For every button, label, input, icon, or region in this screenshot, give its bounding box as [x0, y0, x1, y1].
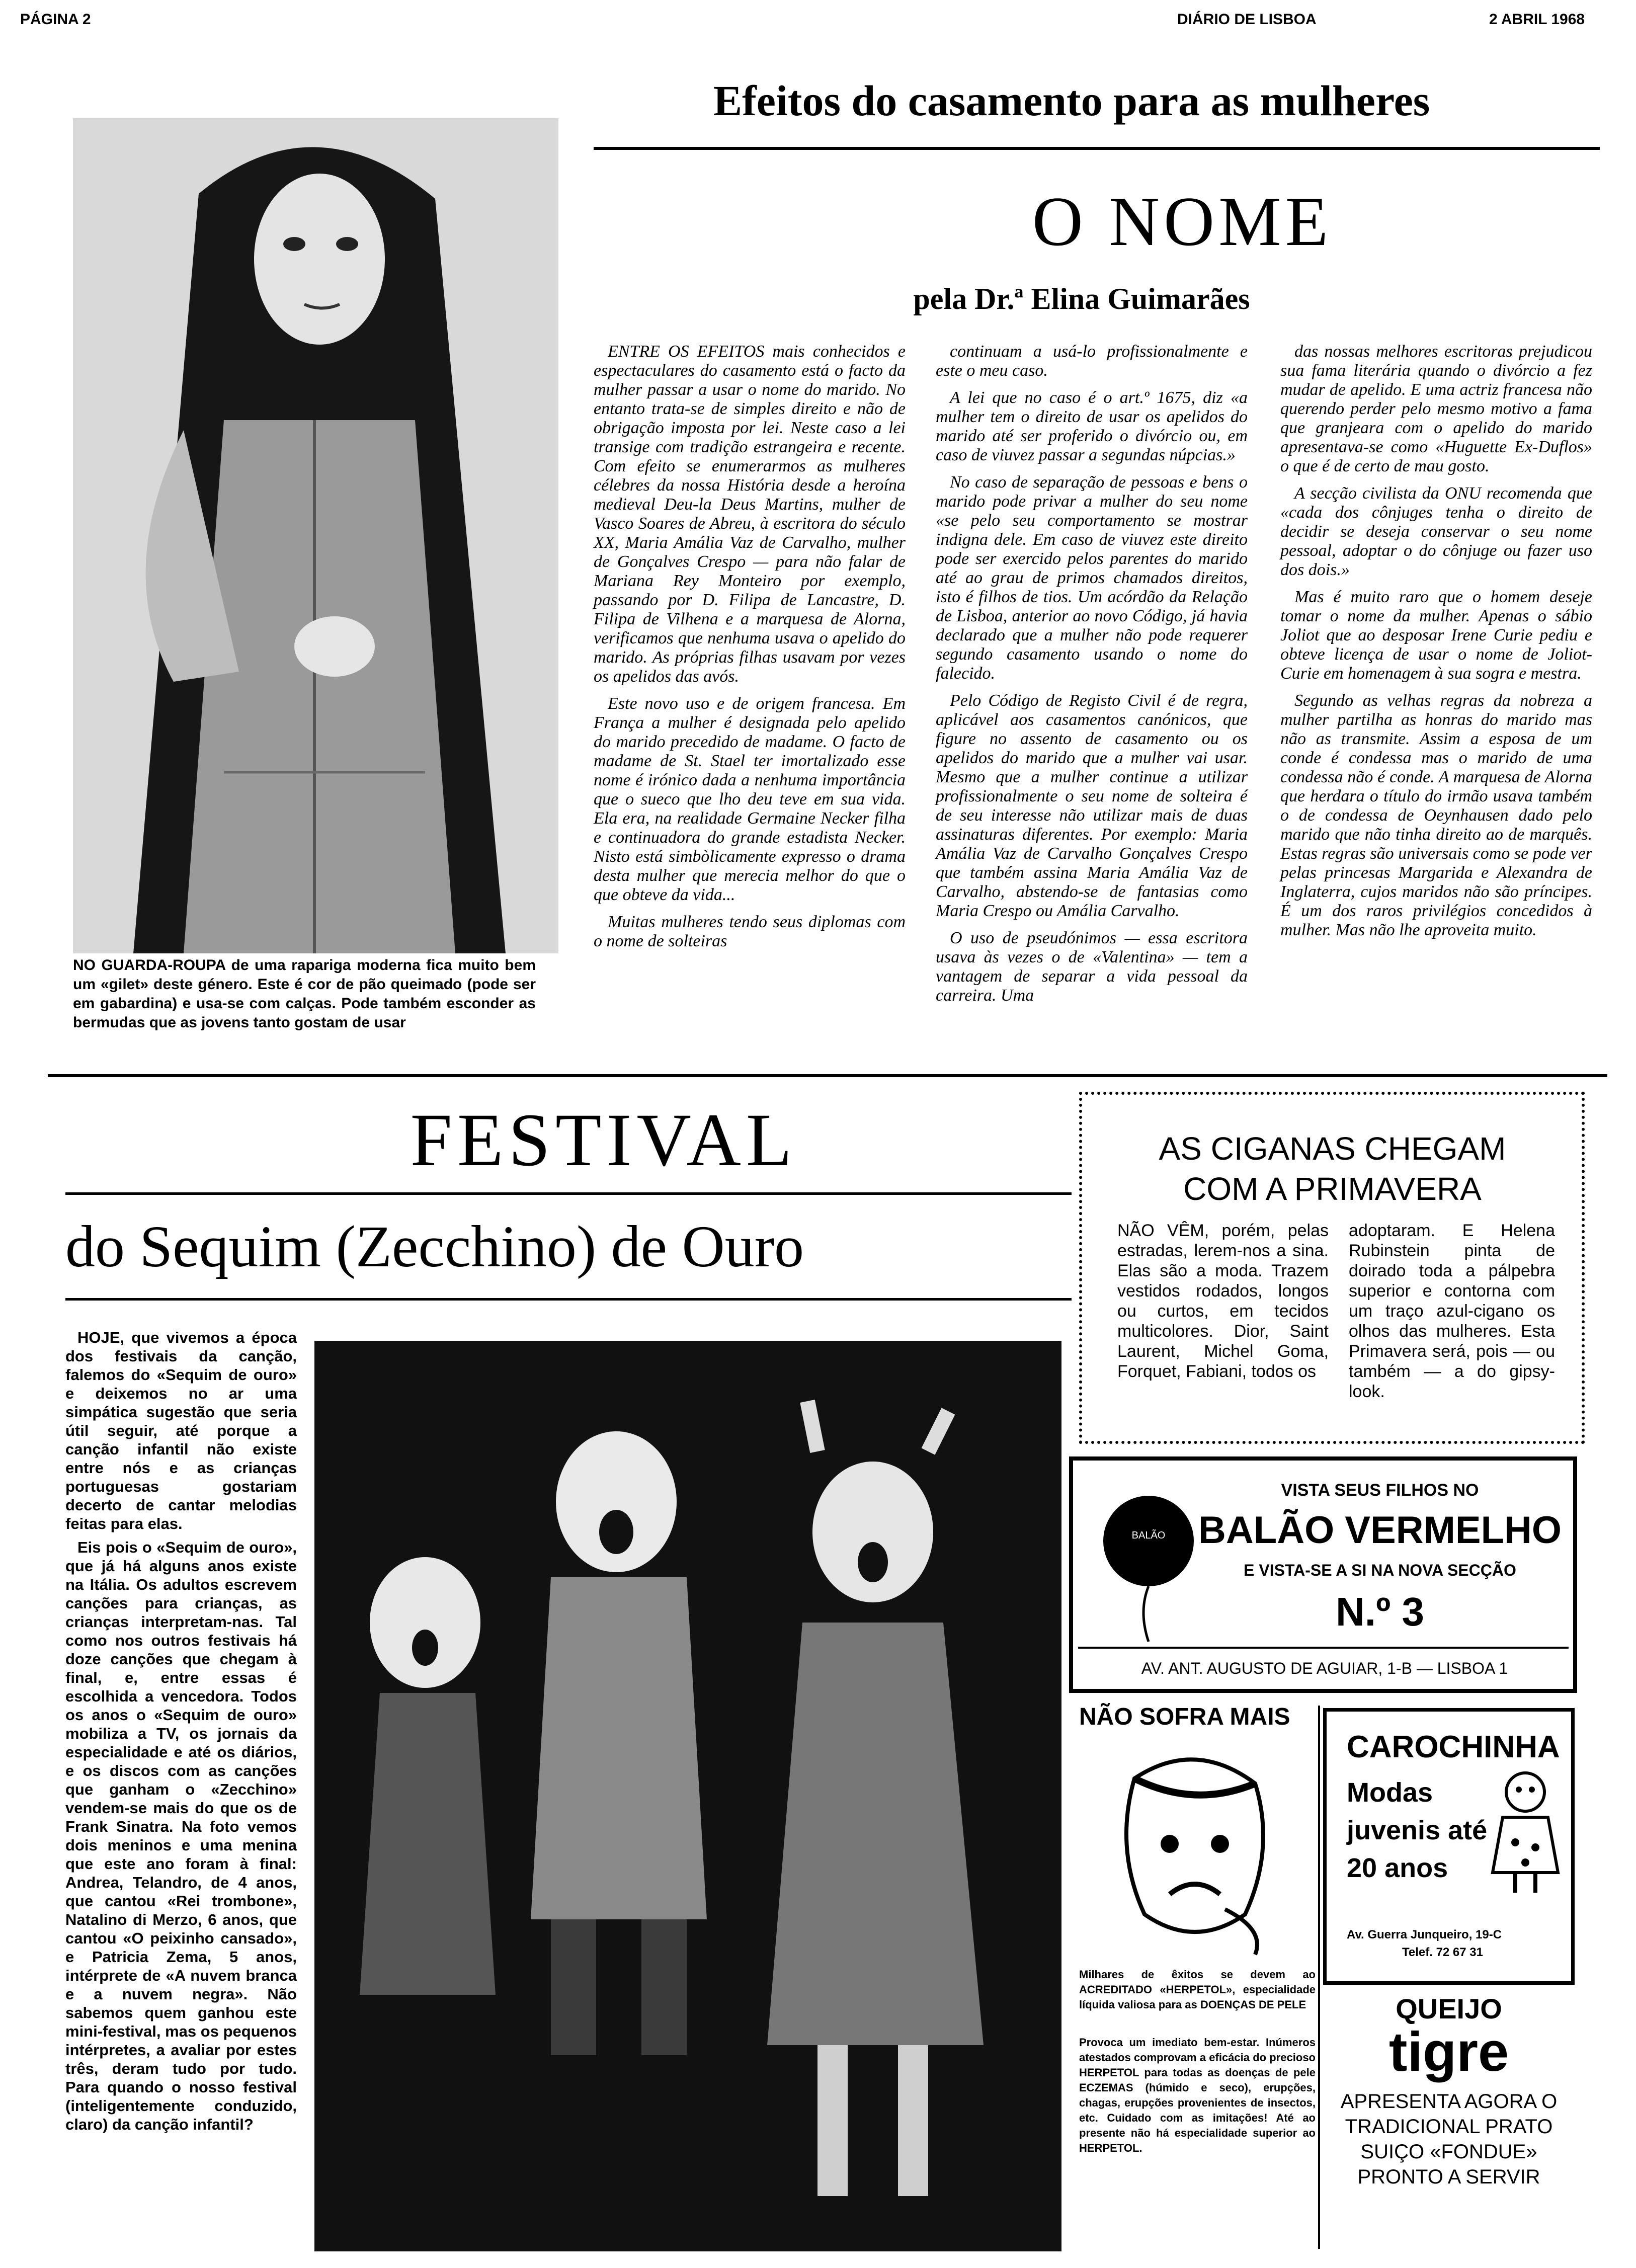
queijo-line-1: QUEIJO: [1396, 1993, 1502, 2024]
worried-face-icon: [1104, 1748, 1285, 1960]
queijo-brand: tigre: [1388, 2021, 1509, 2083]
queijo-line-4: SUIÇO «FONDUE»: [1360, 2141, 1537, 2163]
balao-rule: [1078, 1647, 1569, 1649]
col1-paragraph: Muitas mulheres tendo seus diplomas com o nome de solteiras: [594, 913, 906, 950]
issue-date: 2 ABRIL 1968: [1489, 11, 1585, 28]
festival-article-text: [65, 1328, 297, 2139]
herpetol-text-2: Provoca um imediato bem-estar. Inúmeros atestados comprovam a eficácia do precioso HERPETOL para todas as doenças de pele ECZEMAS (húmido e seco), erupções, chagas, erupções provenientes de insectos, etc. Cuidado com as imitações! Até ao presente não há especialidade superior ao HERPETOL.: [1079, 2036, 1316, 2154]
balao-vermelho-ad: [1069, 1456, 1577, 1693]
article-byline: pela Dr.ª Elina Guimarães: [913, 282, 1250, 315]
col3-paragraph: das nossas melhores escritoras prejudicou sua fama literária quando o divórcio a fez mudar de apelido. E uma actriz francesa não querendo perder pelo mesmo motivo a fama que granjeara com o apelido do marido apresentava-se como «Huguette Ex-Duflos» o que é de certo de mau gosto.: [1280, 342, 1592, 475]
children-singers-photo: [314, 1341, 1061, 2251]
carochinha-address: Av. Guerra Junqueiro, 19-C: [1347, 1928, 1502, 1941]
balao-number: N.º 3: [1336, 1589, 1424, 1634]
carochinha-name: CAROCHINHA: [1347, 1730, 1560, 1764]
col3-paragraph: Mas é muito raro que o homem deseje tomar o nome da mulher. Apenas o sábio Joliot que ao desposar Irene Curie pediu e obteve licença de usar o nome de Joliot-Curie em homenagem à sua sogra e mestra.: [1280, 588, 1592, 683]
herpetol-title: NÃO SOFRA MAIS: [1079, 1704, 1290, 1730]
ciganas-title-1: AS CIGANAS CHEGAM: [1159, 1130, 1506, 1167]
col2-paragraph: O uso de pseudónimos — essa escritora usava às vezes o de «Valentina» — tem a vantagem de separar a vida pessoal da carreira. Uma: [936, 929, 1248, 1005]
ladybug-doll-icon: [1488, 1767, 1563, 1898]
balloon-icon: [1098, 1491, 1199, 1642]
children-singing-illustration: [314, 1341, 1061, 2251]
col3-paragraph: Segundo as velhas regras da nobreza a mulher partilha as honras do marido mas não as transmite. Assim a esposa de um conde é condessa mas o marido de uma condessa não é conde. A marquesa de Alorna que herdara o título do irmão usava também o de condessa de Oeynhausen dado pelo marido que não tinha direito ao de marquês. Estas regras são universais como se pode ver pelas princesas Margarida e Alexandra de Inglaterra, cujos maridos não são príncipes. É um dos raros privilégios concedidos à mulher. Mas não lhe aproveita muito.: [1280, 691, 1592, 939]
balao-address: AV. ANT. AUGUSTO DE AGUIAR, 1-B — LISBOA 1: [1141, 1659, 1508, 1677]
kicker-rule: [594, 147, 1600, 150]
carochinha-line-2: juvenis até: [1347, 1815, 1488, 1845]
queijo-line-5: PRONTO A SERVIR: [1357, 2166, 1540, 2188]
ciganas-text-1: NÃO VÊM, porém, pelas estradas, lerem-nos a sina. Elas são a moda. Trazem vestidos rodados, longos ou curtos, em tecidos multicolores. Dior, Saint Laurent, Michel Goma, Forquet, Fabiani, todos os: [1117, 1221, 1329, 1381]
section-divider: [48, 1074, 1607, 1077]
carochinha-ad: [1323, 1708, 1575, 1985]
festival-title-rule: [65, 1192, 1072, 1195]
festival-paragraph: HOJE, que vivemos a época dos festivais da canção, falemos do «Sequim de ouro» e deixemos no ar uma simpática sugestão que seria útil seguir, até porque a canção infantil não existe entre nós e as crianças portuguesas gostariam decerto de cantar melodias feitas para elas.: [65, 1329, 297, 1532]
photo-caption: NO GUARDA-ROUPA de uma rapariga moderna fica muito bem um «gilet» deste género. Este é cor de pão queimado (pode ser em gabardina) e usa-se com calças. Pode também esconder as bermudas que as jovens tanto gostam de usar: [73, 957, 536, 1031]
ciganas-text-2: adoptaram. E Helena Rubinstein pinta de doirado toda a pálpebra superior e contorna com um traço azul-cigano os olhos das mulheres. Esta Primavera será, pois — ou também — a do gipsy-look.: [1349, 1221, 1555, 1401]
queijo-line-2: APRESENTA AGORA O: [1340, 2090, 1558, 2113]
col1-paragraph: ENTRE OS EFEITOS mais conhecidos e espectaculares do casamento está o facto da mulher passar a usar o nome do marido. No entanto trata-se de simples direito e não de obrigação imposta por lei. Neste caso a lei transige com tradição estrangeira e recente. Com efeito se enumerarmos as mulheres célebres da nossa História desde a heroína medieval Deu-la Deus Martins, mulher de Vasco Soares de Abreu, à escritora do século XX, Maria Amália Vaz de Carvalho, mulher de Gonçalves Crespo — para não falar de Mariana Rey Monteiro por exemplo, passando por D. Filipa de Lancastre, D. Filipa de Vilhena e a marquesa de Alorna, verificamos que nenhuma usava o apelido do marido. As próprias filhas usavam por vezes os apelidos das avós.: [594, 342, 906, 686]
festival-title: FESTIVAL: [410, 1098, 797, 1182]
carochinha-line-3: 20 anos: [1347, 1853, 1448, 1883]
page-label: PÁGINA 2: [20, 11, 91, 28]
ads-vertical-divider: [1318, 1706, 1320, 2249]
herpetol-text-1: Milhares de êxitos se devem ao ACREDITADO «HERPETOL», especialidade líquida valiosa para as DOENÇAS DE PELE: [1079, 1968, 1316, 2011]
article-column-1: [594, 342, 906, 959]
festival-subtitle: do Sequim (Zecchino) de Ouro: [65, 1213, 804, 1279]
col2-paragraph: continuam a usá-lo profissionalmente e este o meu caso.: [936, 342, 1248, 380]
balao-line-2: E VISTA-SE A SI NA NOVA SECÇÃO: [1244, 1561, 1516, 1579]
article-kicker: Efeitos do casamento para as mulheres: [713, 76, 1430, 125]
col1-paragraph: Este novo uso e de origem francesa. Em França a mulher é designada pelo apelido do marido precedido de madame. O facto de madame de St. Stael ter imortalizado esse nome é irónico dada a nenhuma importância que o sueco que lho deu teve em sua vida. Ela era, na realidade Germaine Necker filha e continuadora do grande estadista Necker. Nisto está simbòlicamente expresso o drama desta mulher que merecia melhor do que o que obteve da vida...: [594, 694, 906, 904]
col2-paragraph: A lei que no caso é o art.º 1675, diz «a mulher tem o direito de usar os apelidos do marido até ser proferido o divórcio ou, em caso de viuvez passar a segundas núpcias.»: [936, 388, 1248, 464]
svg-text:BALÃO: BALÃO: [1131, 1530, 1166, 1541]
col3-paragraph: A secção civilista da ONU recomenda que «cada dos cônjuges tenha o direito de decidir se deseja conservar o seu nome pessoal, adoptar o do cônjuge ou fazer uso dos dois.»: [1280, 484, 1592, 579]
woman-figure-illustration: [73, 118, 558, 953]
ciganas-ad: [1079, 1092, 1585, 1444]
balao-name: BALÃO VERMELHO: [1198, 1509, 1562, 1552]
ciganas-title-2: COM A PRIMAVERA: [1183, 1171, 1482, 1207]
queijo-tigre-ad: [1323, 1992, 1575, 2254]
carochinha-phone: Telef. 72 67 31: [1402, 1946, 1483, 1959]
carochinha-line-1: Modas: [1347, 1777, 1433, 1808]
col2-paragraph: No caso de separação de pessoas e bens o marido pode privar a mulher do seu nome «se pelo seu comportamento se mostrar indigna dele. Em caso de viuvez este direito pode ser exercido pelos parentes do marido até ao grau de primos chamados direitos, isto é filhos de tios. Um acórdão da Relação de Lisboa, anterior ao novo Código, já havia declarado que a mulher não pode requerer segundo casamento usando o nome do falecido.: [936, 473, 1248, 683]
balao-line-1: VISTA SEUS FILHOS NO: [1281, 1481, 1479, 1500]
queijo-line-3: TRADICIONAL PRATO: [1345, 2116, 1553, 2138]
festival-paragraph: Eis pois o «Sequim de ouro», que já há alguns anos existe na Itália. Os adultos escrevem canções para crianças, as crianças interpretam-nas. Tal como nos outros festivais há doze canções que chegam à final, e, entre essas é escolhida a vencedora. Todos os anos o «Sequim de ouro» mobiliza a TV, os jornais da especialidade e até os diários, e os discos com as canções que ganham o «Zecchino» vendem-se mais do que os de Frank Sinatra. Na foto vemos dois meninos e uma menina que este ano foram à final: Andrea, Telandro, de 4 anos, que cantou «Rei trombone», Natalino di Merzo, 6 anos, que cantou «O peixinho cansado», e Patricia Zema, 5 anos, intérprete de «A nuvem branca e a nuvem negra». Não sabemos quem ganhou este mini-festival, mas os pequenos intérpretes, a avaliar por estes três, deram tudo por tudo. Para quando o nosso festival (inteligentemente conduzido, claro) da canção infantil?: [65, 1538, 297, 2133]
article-column-2: [936, 342, 1248, 1013]
herpetol-ad: [1069, 1703, 1323, 2254]
col2-paragraph: Pelo Código de Registo Civil é de regra, aplicável aos casamentos canónicos, que figure no assento de casamento ou os apelidos do marido que a mulher vai usar. Mesmo que a mulher continue a utilizar profissionalmente o seu nome de solteira é de seu interesse não utilizar mais de duas assinaturas diferentes. Por exemplo: Maria Amália Vaz de Carvalho Gonçalves Crespo que também assina Maria Amália Vaz de Carvalho, abstendo-se de fantasias como Maria Crespo ou Amália Carvalho.: [936, 691, 1248, 920]
wardrobe-photo: [73, 118, 558, 953]
article-column-3: [1280, 342, 1592, 948]
festival-subtitle-rule: [65, 1298, 1072, 1301]
newspaper-name: DIÁRIO DE LISBOA: [1177, 11, 1317, 28]
article-title: O NOME: [1032, 183, 1333, 261]
